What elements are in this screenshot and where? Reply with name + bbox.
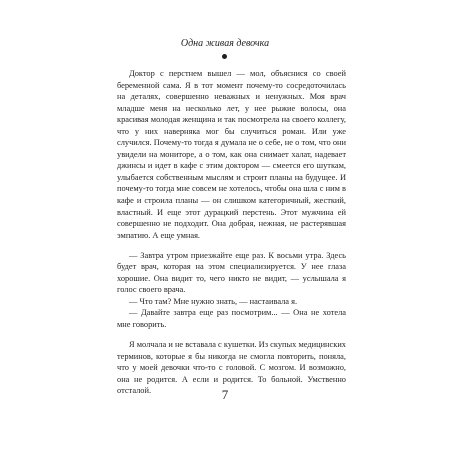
page-number: 7 [221, 387, 229, 402]
header-bullet-ornament [222, 54, 227, 59]
paragraph-1: Доктор с перстнем вышел — мол, объяснися со своей беременной сама. Я в тот момент почему-то сосредоточилась на деталях, совершенно неважных и ненужных. Моя врач младше меня на несколько лет, у нее рыжие волосы, она красивая молодая женщина и так посмотрела на своего коллегу, что у них наверняка мог бы случиться роман. Или уже случился. Почему-то тогда я думала не о себе, не о том, что они увидели на мониторе, а о том, как она снимает халат, надевает джинсы и идет в кафе с этим доктором — смеется его шуткам, улыбается собственным мыслям и строит планы на будущее. И почему-то тогда мне совсем не хотелось, чтобы она шла с ним в кафе и строила планы — он слишком категоричный, жесткий, властный. И еще этот дурацкий перстень. Этот мужчина ей совершенно не подходит. Она добрая, нежная, не растерявшая эмпатию. А еще умная. [117, 69, 346, 240]
running-header-title: Одна живая девочка [180, 38, 270, 49]
body-text [117, 68, 346, 397]
paragraph-4: — Давайте завтра еще раз посмотрим... — Она не хотела мне говорить. [117, 308, 346, 329]
paragraph-5: Я молчала и не вставала с кушетки. Из скупых медицинских терминов, которые я бы никогда не смогла повторить, поняла, что у моей девочки что-то с головой. С мозгом. И возможно, она не родится. А если и родится. То больной. Умственно отсталой. [117, 340, 346, 396]
paragraph-3: — Что там? Мне нужно знать, — настаивала я. [129, 296, 298, 306]
paragraph-2: — Завтра утром приезжайте еще раз. К восьми утра. Здесь будет врач, которая на этом специализируется. У нее глаза хорошие. Она видит то, чего никто не видит, — услышала я голос своего врача. [117, 250, 346, 295]
